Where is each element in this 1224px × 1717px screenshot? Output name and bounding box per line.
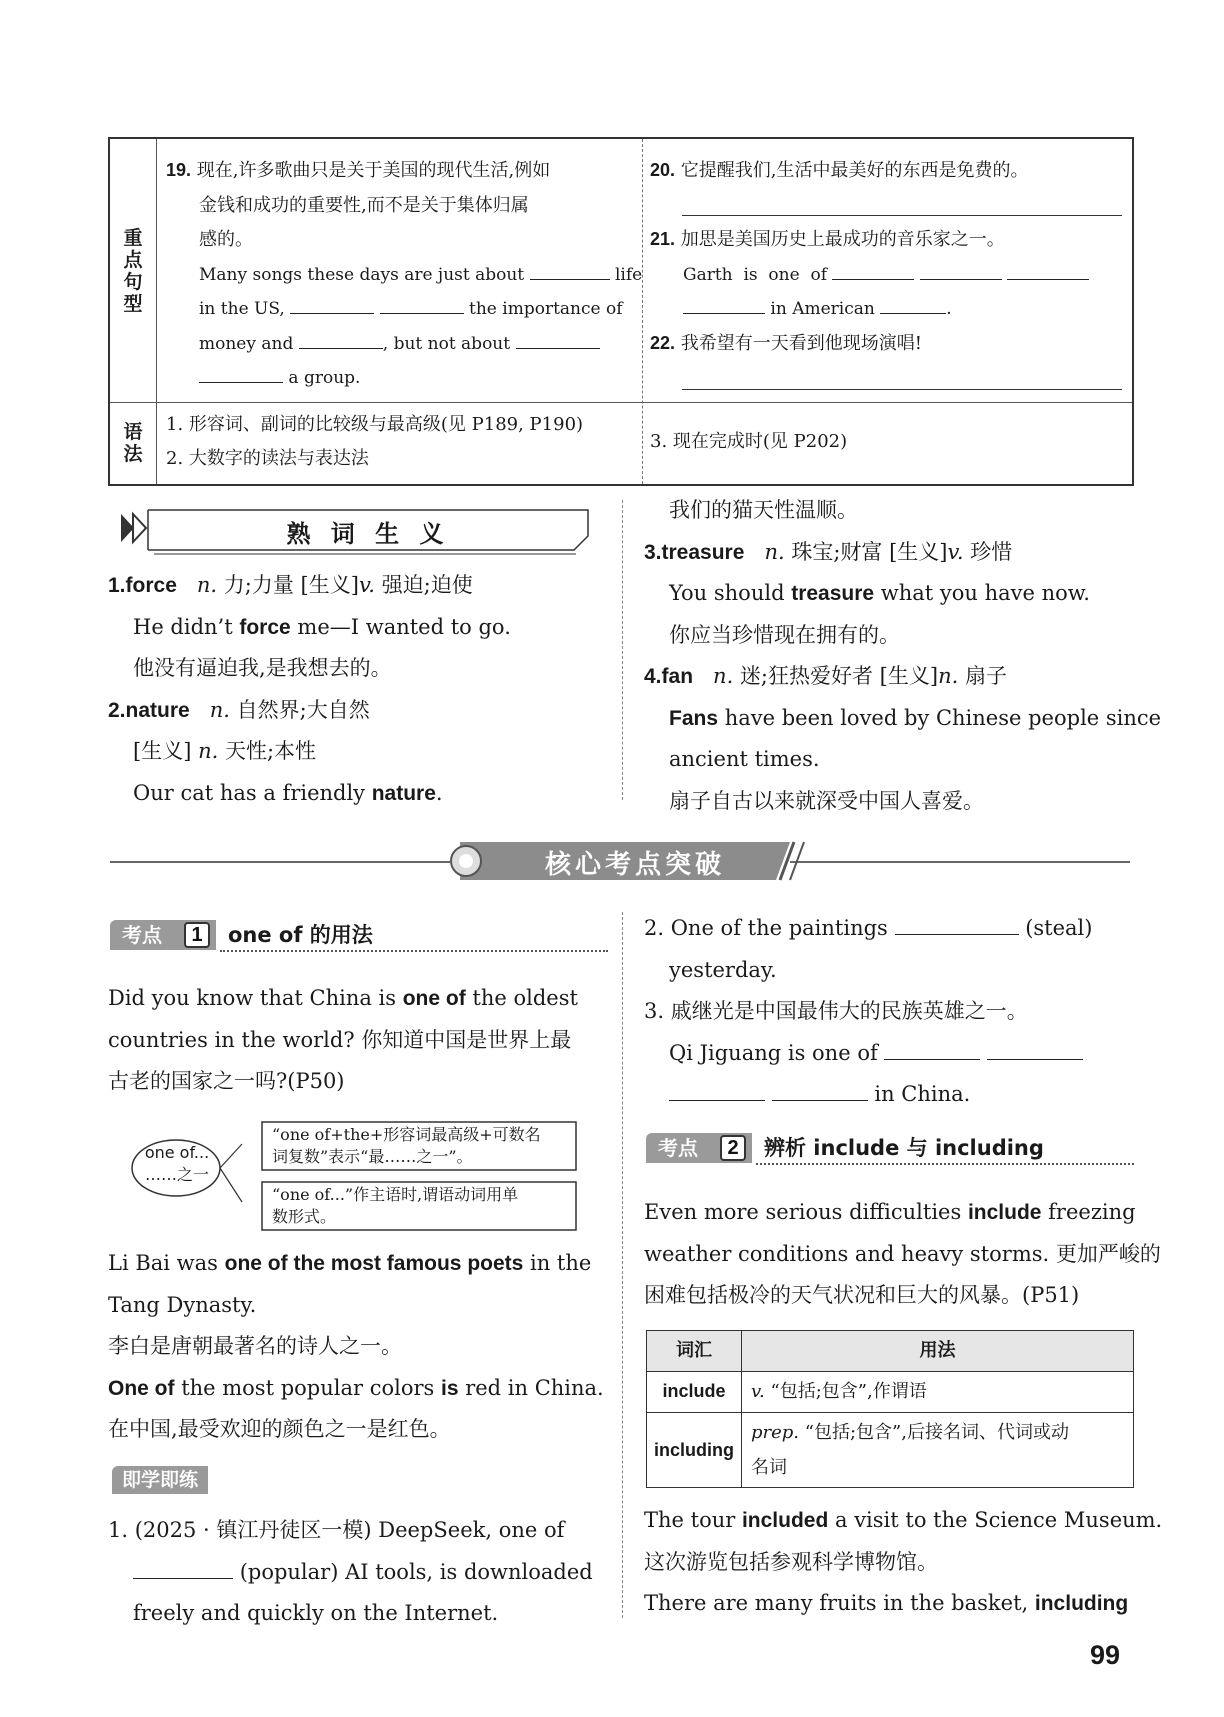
kaodian-number: 2: [720, 1135, 746, 1161]
side-label-grammar: 语 法: [123, 421, 143, 465]
answer-blank[interactable]: [133, 1555, 233, 1578]
shuci-left-column: 1.force n. 力;力量 [生义]v. 强迫;迫使 He didn’t force me—I wanted to go. 他没有逼迫我,是我想去的。 2.nature n. 自然界;大自然 [生义] n. 天性;本性 Our cat has a friendly nature.: [108, 573, 511, 805]
answer-blank[interactable]: [516, 330, 600, 349]
core-section-banner: [110, 838, 1130, 884]
table-header-word: 词汇: [647, 1331, 741, 1371]
answer-blank[interactable]: [530, 261, 610, 280]
table-row: include: [662, 1381, 726, 1401]
kaodian-1-example-1: Did you know that China is one of the oldest countries in the world? 你知道中国是世界上最 古老的国家之一吗?(P50): [108, 986, 578, 1093]
practice-questions-2-3: 2. One of the paintings (steal) yesterday. 3. 戚继光是中国最伟大的民族英雄之一。 Qi Jiguang is one of in China.: [644, 908, 1134, 1116]
kaodian-2-examples: The tour included a visit to the Science Museum. 这次游览包括参观科学博物馆。 There are many fruits in the basket, including: [644, 1508, 1163, 1615]
table-row: including: [654, 1440, 734, 1460]
question-22: 22. 我希望有一天看到他现场演唱!: [650, 333, 922, 354]
kaodian-title: one of 的用法: [228, 923, 373, 947]
answer-line[interactable]: [682, 215, 1122, 216]
kaodian-tag: 考点: [110, 920, 216, 950]
banner-title: 核心考点突破: [544, 850, 725, 880]
answer-line[interactable]: [682, 389, 1122, 390]
practice-question-1: 1. (2025 · 镇江丹徒区一模) DeepSeek, one of (popular) AI tools, is downloaded freely and quickly on the Internet.: [108, 1518, 593, 1625]
column-divider: [622, 500, 623, 800]
answer-blank[interactable]: [895, 912, 1019, 935]
section-title: 熟 词 生 义: [286, 520, 450, 548]
answer-blank[interactable]: [290, 295, 374, 314]
answer-blank[interactable]: [1007, 261, 1089, 280]
kaodian-title: 辨析 include 与 including: [764, 1136, 1044, 1160]
answer-blank[interactable]: [884, 1036, 980, 1059]
table-header-usage: 用法: [741, 1331, 1133, 1371]
answer-blank[interactable]: [380, 295, 464, 314]
section-header-shuci: [118, 506, 590, 556]
usage-table: [646, 1330, 1134, 1488]
answer-blank[interactable]: [832, 261, 914, 280]
kaodian-2-header: [646, 1131, 1134, 1165]
rule-box-2: “one of...”作主语时,谓语动词用单 数形式。: [272, 1185, 519, 1226]
table-cell: prep. “包括;包含”,后接名词、代词或动 名词: [751, 1422, 1069, 1478]
side-label-key-sentences: 重 点 句 型: [123, 227, 143, 315]
kaodian-1-examples: Li Bai was one of the most famous poets in the Tang Dynasty. 李白是唐朝最著名的诗人之一。 One of the most popular colors is red in China. 在中国,最受欢迎的颜色之一是红色。: [108, 1251, 604, 1441]
answer-blank[interactable]: [299, 330, 383, 349]
bubble-text: one of... ……之一: [144, 1143, 210, 1184]
rule-box-1: “one of+the+形容词最高级+可数名 词复数”表示“最……之一”。: [272, 1125, 541, 1166]
key-sentences-table: [108, 137, 1134, 486]
answer-blank[interactable]: [683, 295, 765, 314]
column-divider-lower: [622, 912, 623, 1618]
answer-blank[interactable]: [920, 261, 1002, 280]
question-21: 21. 加思是美国历史上最成功的音乐家之一。 Garth is one of in American .: [650, 222, 1130, 327]
answer-blank[interactable]: [880, 295, 946, 314]
question-20: 20. 它提醒我们,生活中最美好的东西是免费的。: [650, 160, 1029, 181]
answer-blank[interactable]: [987, 1036, 1083, 1059]
grammar-list-left: 1. 形容词、副词的比较级与最高级(见 P189, P190) 2. 大数字的读法与表达法: [166, 414, 584, 469]
kaodian-tag: 考点: [646, 1133, 752, 1163]
kaodian-2-example-1: Even more serious difficulties include freezing weather conditions and heavy storms. 更加严峻的 困难包括极冷的天气状况和巨大的风暴。(P51): [644, 1200, 1161, 1307]
page-number: 99: [1089, 1640, 1120, 1670]
table-cell: v. “包括;包含”,作谓语: [751, 1381, 927, 1402]
question-19: 19. 现在,许多歌曲只是关于美国的现代生活,例如 金钱和成功的重要性,而不是关于集体归属 感的。 Many songs these days are just about life in the US, the importance of money and , but not about a group.: [166, 160, 643, 388]
kaodian-1-header: [110, 918, 608, 952]
shuci-right-column: 我们的猫天性温顺。 3.treasure n. 珠宝;财富 [生义]v. 珍惜 You should treasure what you have now. 你应当珍惜现在拥有的。 4.fan n. 迷;狂热爱好者 [生义]n. 扇子 Fans have been loved by Chinese people since ancient times. 扇子自古以来就深受中国人喜爱。: [644, 498, 1162, 813]
practice-tag: 即学即练: [112, 1466, 208, 1494]
grammar-list-right: 3. 现在完成时(见 P202): [650, 431, 848, 452]
answer-blank[interactable]: [199, 364, 283, 383]
answer-blank[interactable]: [669, 1078, 765, 1101]
one-of-diagram: [130, 1118, 610, 1238]
kaodian-number: 1: [184, 922, 210, 948]
answer-blank[interactable]: [772, 1078, 868, 1101]
